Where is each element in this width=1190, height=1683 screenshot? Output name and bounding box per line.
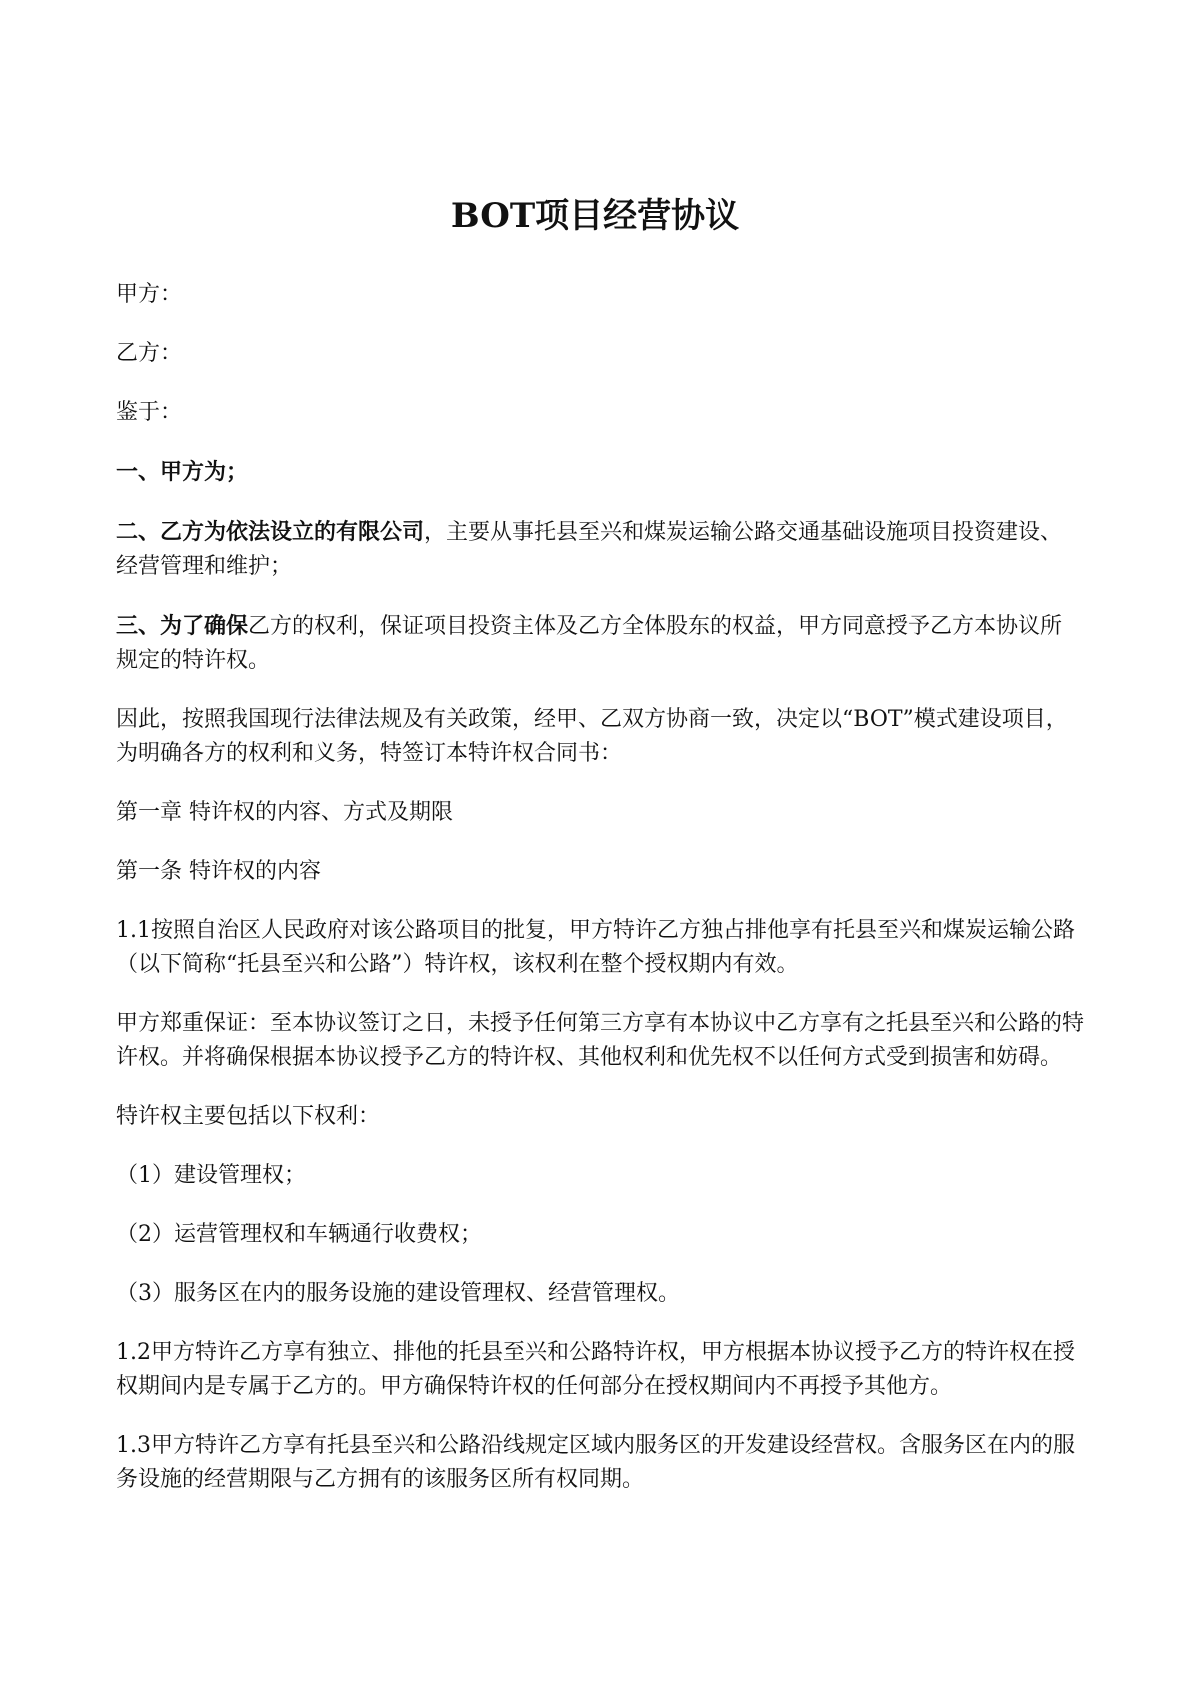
recital-1-bold: 一、甲方为； xyxy=(116,459,249,485)
whereas-line: 鉴于： xyxy=(116,400,183,425)
clause-1-3: 1.3甲方特许乙方享有托县至兴和公路沿线规定区域内服务区的开发建设经营权。含服务区在内的服务设施的经营期限与乙方拥有的该服务区所有权同期。 xyxy=(116,1433,1075,1492)
recital-2-bold: 二、乙方为依法设立的有限公司 xyxy=(116,519,425,545)
right-item-2: （2）运营管理权和车辆通行收费权； xyxy=(116,1222,482,1247)
document-title: BOT项目经营协议 xyxy=(450,196,740,236)
right-item-3: （3）服务区在内的服务设施的建设管理权、经营管理权。 xyxy=(116,1281,680,1306)
document-body xyxy=(116,278,1084,1522)
right-item-1: （1）建设管理权； xyxy=(116,1163,306,1188)
guarantee-paragraph: 甲方郑重保证：至本协议签订之日，未授予任何第三方享有本协议中乙方享有之托县至兴和公路的特许权。并将确保根据本协议授予乙方的特许权、其他权利和优先权不以任何方式受到损害和妨碍。 xyxy=(116,1011,1085,1070)
article-1-heading: 第一条 特许权的内容 xyxy=(116,859,321,884)
recital-2-text: ，主要从事托县至兴和煤炭运输公路交通基础设施项目投资建设、经营管理和维护； xyxy=(116,520,1063,579)
recital-3 xyxy=(116,609,1084,678)
intro-paragraph: 因此，按照我国现行法律法规及有关政策，经甲、乙双方协商一致，决定以“BOT”模式建设项目，为明确各方的权利和义务，特签订本特许权合同书： xyxy=(116,707,1068,766)
party-a-line: 甲方： xyxy=(116,282,183,307)
rights-intro: 特许权主要包括以下权利： xyxy=(116,1104,381,1129)
recital-3-bold: 三、为了确保 xyxy=(116,613,249,639)
recital-1 xyxy=(116,455,1084,490)
party-b-line: 乙方： xyxy=(116,341,183,366)
clause-1-2: 1.2甲方特许乙方享有独立、排他的托县至兴和公路特许权，甲方根据本协议授予乙方的特许权在授权期间内是专属于乙方的。甲方确保特许权的任何部分在授权期间内不再授予其他方。 xyxy=(116,1340,1075,1399)
chapter-1-heading: 第一章 特许权的内容、方式及期限 xyxy=(116,800,453,825)
recital-3-text: 乙方的权利，保证项目投资主体及乙方全体股东的权益，甲方同意授予乙方本协议所规定的特许权。 xyxy=(116,614,1063,673)
clause-1-1: 1.1按照自治区人民政府对该公路项目的批复，甲方特许乙方独占排他享有托县至兴和煤炭运输公路（以下简称“托县至兴和公路”）特许权，该权利在整个授权期内有效。 xyxy=(116,918,1075,977)
recital-2 xyxy=(116,515,1084,584)
